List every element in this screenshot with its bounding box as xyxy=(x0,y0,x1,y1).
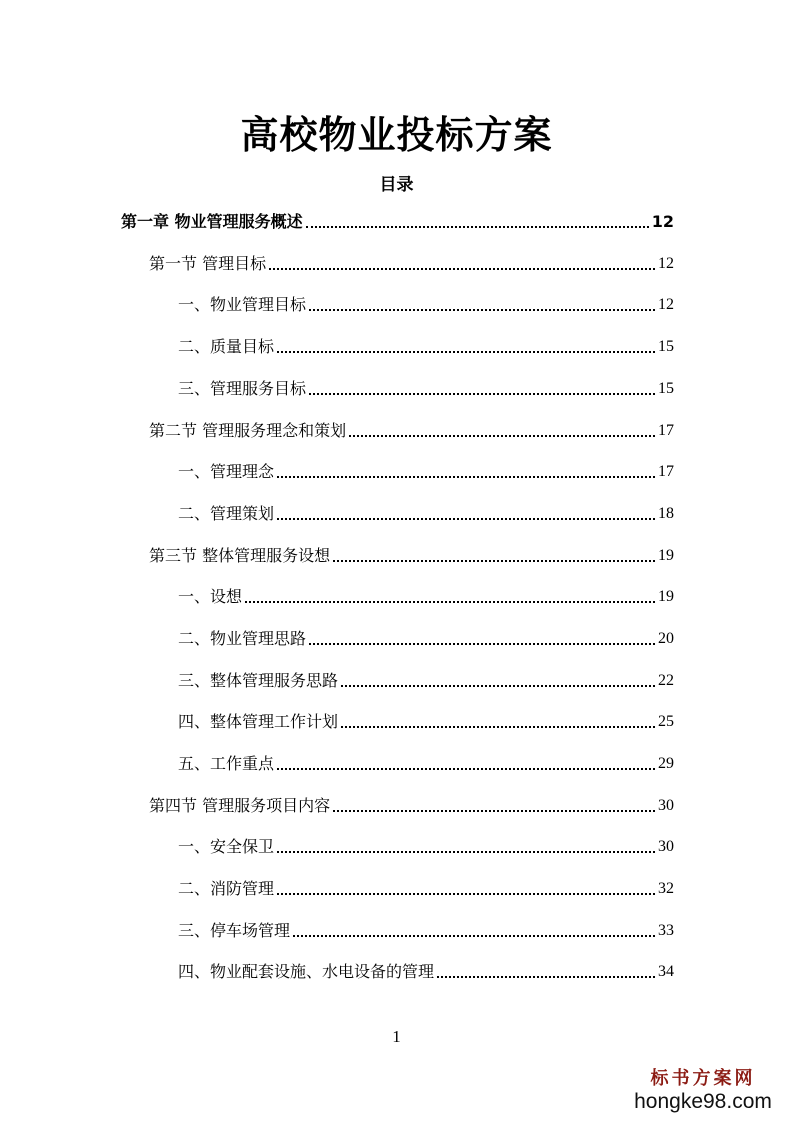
toc-heading: 目录 xyxy=(379,175,414,195)
toc-leader-dots xyxy=(277,351,655,353)
toc-entry-label: 二、消防管理 xyxy=(178,879,275,898)
toc-leader-dots xyxy=(341,726,655,728)
toc-leader-dots xyxy=(277,476,655,478)
toc-entry-label: 第一章 物业管理服务概述 xyxy=(121,212,303,231)
watermark-logo xyxy=(623,1068,783,1114)
toc-entry-label: 一、物业管理目标 xyxy=(178,295,307,314)
toc-entry-page: 12 xyxy=(658,296,674,313)
page-number: 1 xyxy=(392,1027,401,1046)
toc-leader-dots xyxy=(277,893,655,895)
toc-entry-page: 19 xyxy=(658,547,674,564)
toc-entry-item[interactable] xyxy=(178,959,674,983)
toc-entry-item[interactable] xyxy=(178,834,674,858)
toc-entry-item[interactable] xyxy=(178,376,674,400)
toc-entry-label: 四、整体管理工作计划 xyxy=(178,712,339,731)
toc-leader-dots xyxy=(349,435,655,437)
toc-entry-page: 12 xyxy=(658,255,674,272)
toc-entry-label: 一、设想 xyxy=(178,587,243,606)
toc-entry-label: 二、物业管理思路 xyxy=(178,629,307,648)
toc-entry-chapter-1[interactable] xyxy=(121,209,674,233)
toc-entry-label: 一、安全保卫 xyxy=(178,837,275,856)
toc-entry-page: 30 xyxy=(658,797,674,814)
toc-leader-dots xyxy=(306,226,649,228)
toc-entry-label: 二、质量目标 xyxy=(178,337,275,356)
toc-entry-label: 五、工作重点 xyxy=(178,754,275,773)
toc-entry-page: 22 xyxy=(658,672,674,689)
toc-entry-item[interactable] xyxy=(178,292,674,316)
toc-leader-dots xyxy=(277,851,655,853)
toc-entry-section-1-2[interactable] xyxy=(149,418,674,442)
watermark-url: hongke98.com xyxy=(634,1090,772,1113)
toc-leader-dots xyxy=(245,601,655,603)
toc-entry-label: 三、整体管理服务思路 xyxy=(178,671,339,690)
toc-entry-page: 15 xyxy=(658,338,674,355)
toc-entry-item[interactable] xyxy=(178,334,674,358)
toc-leader-dots xyxy=(309,393,655,395)
toc-entry-item[interactable] xyxy=(178,918,674,942)
toc-leader-dots xyxy=(277,768,655,770)
toc-entry-label: 第一节 管理目标 xyxy=(149,254,267,273)
toc-entry-label: 一、管理理念 xyxy=(178,462,275,481)
toc-entry-label: 第三节 整体管理服务设想 xyxy=(149,546,331,565)
toc-entry-item[interactable] xyxy=(178,876,674,900)
toc-entry-page: 15 xyxy=(658,380,674,397)
toc-entry-page: 25 xyxy=(658,713,674,730)
toc-leader-dots xyxy=(309,643,655,645)
watermark-name: 标书方案网 xyxy=(650,1068,756,1089)
toc-leader-dots xyxy=(437,976,655,978)
toc-leader-dots xyxy=(293,935,655,937)
toc-entry-label: 二、管理策划 xyxy=(178,504,275,523)
toc-leader-dots xyxy=(277,518,655,520)
toc-entry-label: 第二节 管理服务理念和策划 xyxy=(149,421,347,440)
toc-entry-item[interactable] xyxy=(178,751,674,775)
toc-leader-dots xyxy=(333,810,655,812)
toc-entry-page: 20 xyxy=(658,630,674,647)
toc-entry-page: 32 xyxy=(658,880,674,897)
toc-entry-page: 12 xyxy=(651,212,674,231)
toc-entry-item[interactable] xyxy=(178,501,674,525)
toc-leader-dots xyxy=(341,685,655,687)
toc-entry-page: 30 xyxy=(658,838,674,855)
toc-entry-label: 四、物业配套设施、水电设备的管理 xyxy=(178,962,435,981)
toc-entry-item[interactable] xyxy=(178,668,674,692)
toc-entry-item[interactable] xyxy=(178,459,674,483)
toc-entry-page: 33 xyxy=(658,922,674,939)
toc-entry-item[interactable] xyxy=(178,709,674,733)
document-title: 高校物业投标方案 xyxy=(240,113,553,157)
toc-entry-page: 19 xyxy=(658,588,674,605)
toc-entry-item[interactable] xyxy=(178,626,674,650)
toc-entry-page: 18 xyxy=(658,505,674,522)
toc-entry-section-1-4[interactable] xyxy=(149,793,674,817)
toc-entry-label: 三、停车场管理 xyxy=(178,921,291,940)
toc-leader-dots xyxy=(333,560,655,562)
toc-entry-label: 第四节 管理服务项目内容 xyxy=(149,796,331,815)
toc-entry-section-1-1[interactable] xyxy=(149,251,674,275)
toc-leader-dots xyxy=(269,268,655,270)
toc-entry-label: 三、管理服务目标 xyxy=(178,379,307,398)
toc-entry-page: 17 xyxy=(658,422,674,439)
toc-entry-page: 34 xyxy=(658,963,674,980)
toc-entry-item[interactable] xyxy=(178,584,674,608)
toc-entry-page: 29 xyxy=(658,755,674,772)
toc-entry-section-1-3[interactable] xyxy=(149,543,674,567)
toc-entry-page: 17 xyxy=(658,463,674,480)
toc-leader-dots xyxy=(309,309,655,311)
